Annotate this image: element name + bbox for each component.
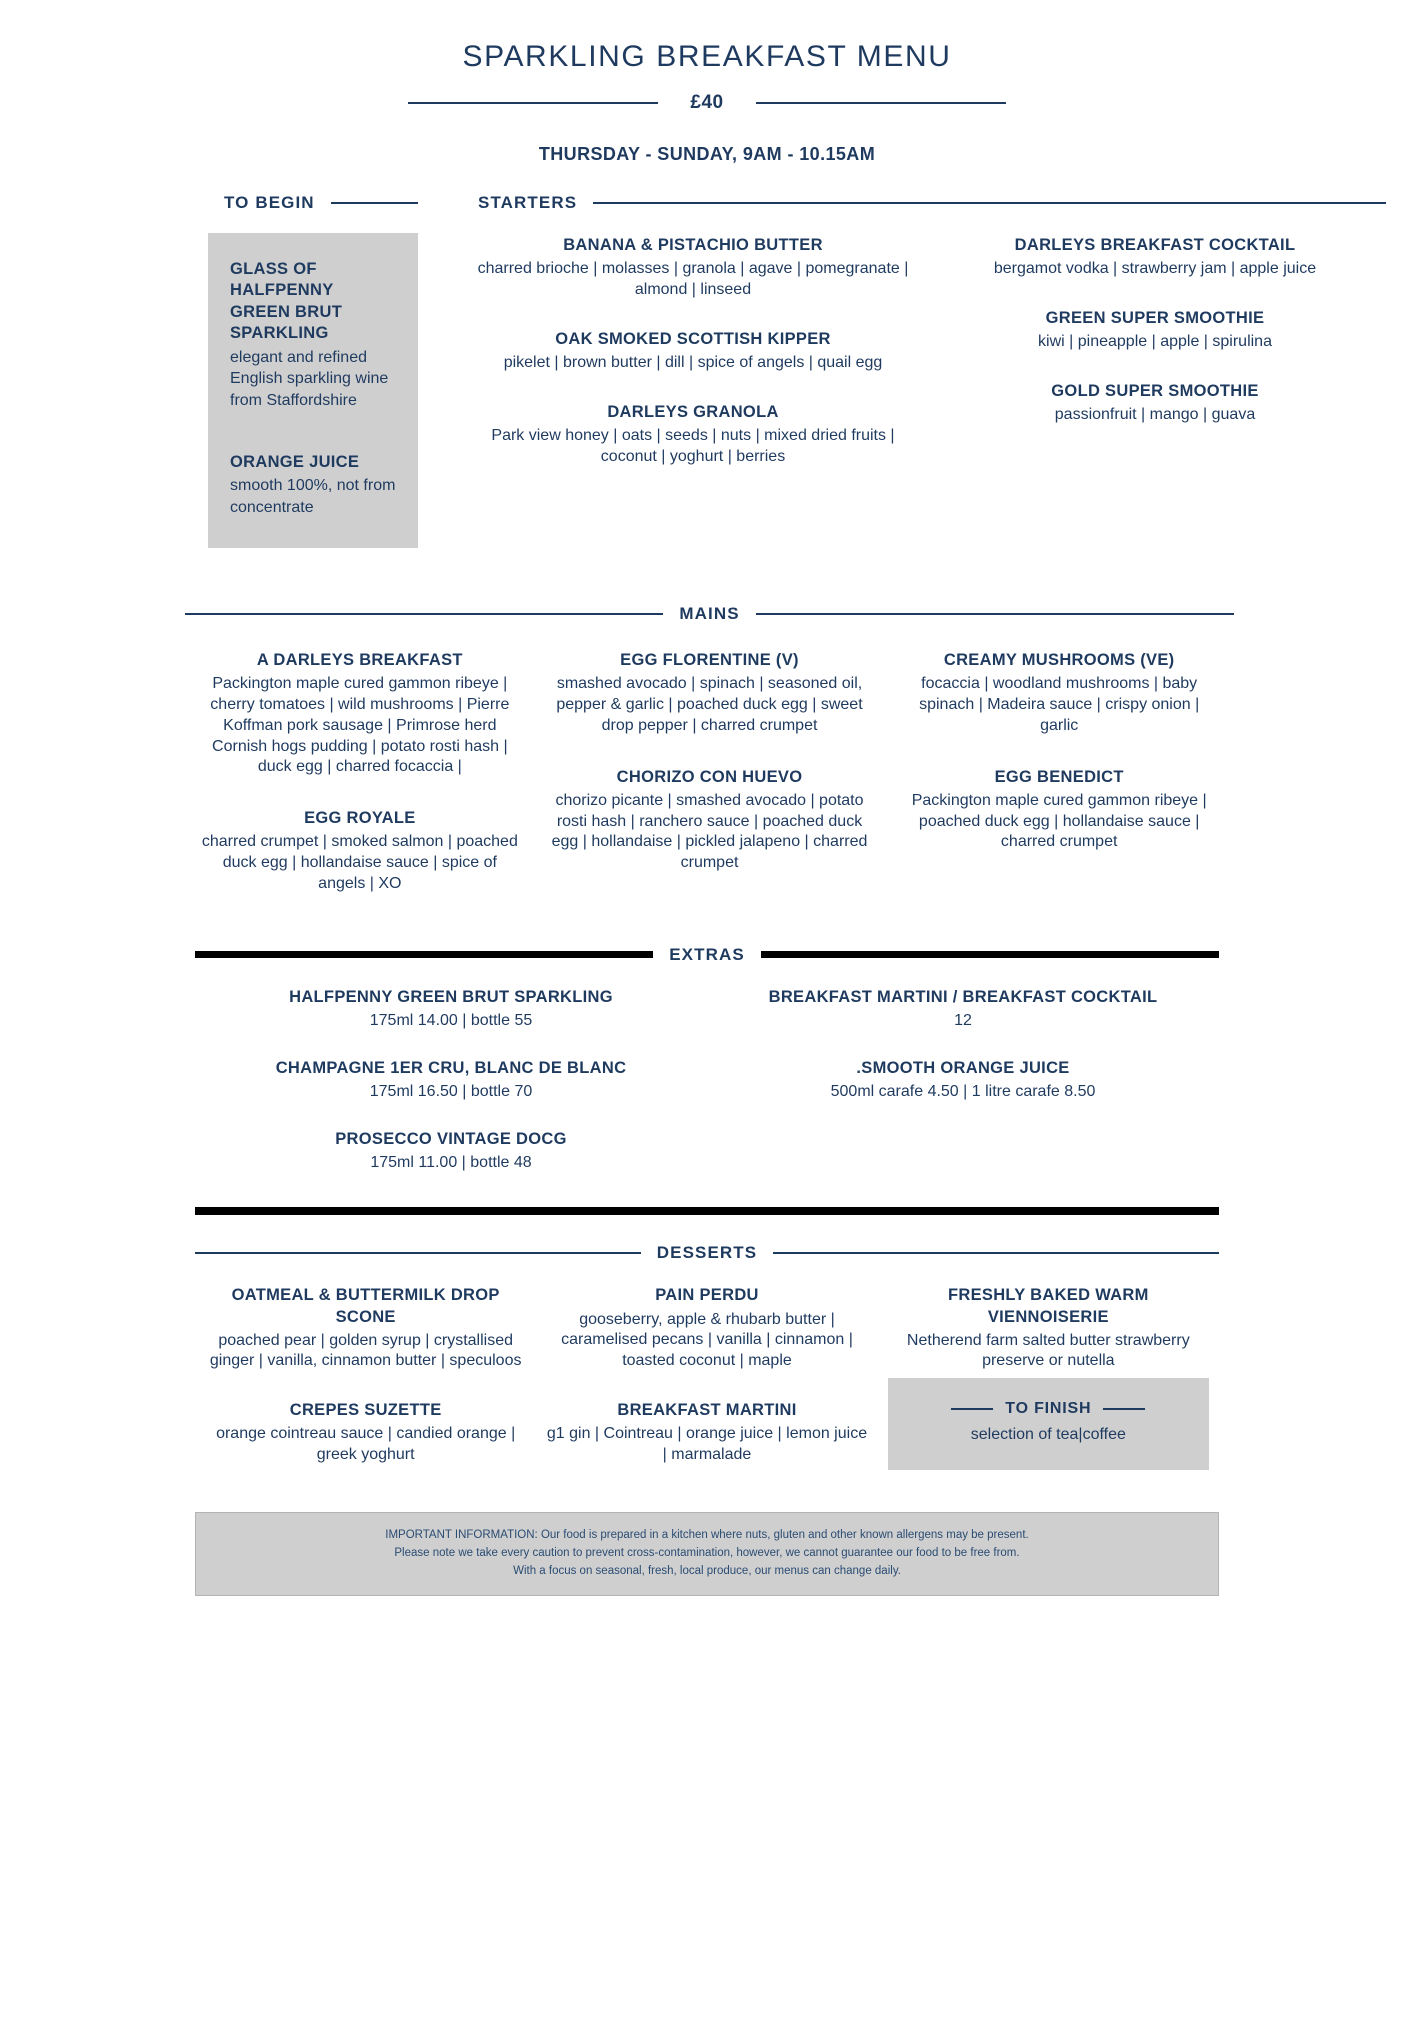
item-title: OAK SMOKED SCOTTISH KIPPER <box>555 329 831 348</box>
list-item <box>474 329 912 374</box>
menu-header <box>0 40 1414 165</box>
starters-heading-label: STARTERS <box>478 193 578 212</box>
list-item <box>474 402 912 468</box>
heading-rule-left <box>195 1252 641 1254</box>
item-title: GREEN SUPER SMOOTHIE <box>1045 308 1265 327</box>
list-item <box>230 452 396 519</box>
item-title: GLASS OF HALFPENNY GREEN BRUT SPARKLING <box>230 260 343 343</box>
item-title: OATMEAL & BUTTERMILK DROP SCONE <box>231 1286 500 1326</box>
mains-column-3 <box>884 650 1234 895</box>
item-title: BREAKFAST MARTINI / BREAKFAST COCKTAIL <box>768 987 1158 1006</box>
list-item <box>546 1400 867 1466</box>
item-description: elegant and refined English sparkling wine from Staffordshire <box>230 348 389 409</box>
item-title: CHORIZO CON HUEVO <box>616 767 803 786</box>
extras-heading-label: EXTRAS <box>669 944 745 964</box>
list-item <box>205 987 697 1032</box>
heading-rule-right <box>761 951 1219 958</box>
menu-page <box>0 40 1414 2040</box>
item-description: poached pear | golden syrup | crystallised ginger | vanilla, cinnamon butter | speculoos <box>209 1331 522 1370</box>
to-finish-heading <box>904 1400 1193 1418</box>
mains-section <box>0 604 1414 895</box>
list-item <box>205 1285 526 1372</box>
item-title: DARLEYS BREAKFAST COCKTAIL <box>1014 236 1296 254</box>
mains-column-1 <box>185 650 535 895</box>
allergen-notice <box>195 1512 1219 1595</box>
starters-column-2 <box>924 235 1386 467</box>
starters-heading <box>462 193 1386 213</box>
item-price: 175ml 11.00 | bottle 48 <box>370 1153 532 1171</box>
item-description: chorizo picante | smashed avocado | potato rosti hash | ranchero sauce | poached duck egg | hollandaise | pickled jalapeno | charred crumpet <box>551 791 868 872</box>
to-finish-description: selection of tea|coffee <box>970 1426 1126 1444</box>
item-title: BREAKFAST MARTINI <box>617 1400 797 1419</box>
to-begin-heading <box>208 193 418 213</box>
item-description: smooth 100%, not from concentrate <box>230 476 396 516</box>
item-description: gooseberry, apple & rhubarb butter | caramelised pecans | vanilla | cinnamon | toasted coconut | maple <box>561 1310 853 1370</box>
extras-heading <box>195 945 1219 965</box>
heading-rule-left <box>195 951 653 958</box>
item-description: Packington maple cured gammon ribeye | poached duck egg | hollandaise sauce | charred crumpet <box>911 791 1207 851</box>
list-item <box>717 1058 1209 1103</box>
extras-section <box>0 945 1414 1174</box>
list-item <box>898 767 1220 854</box>
starters-section <box>418 193 1386 548</box>
divider-left <box>408 102 658 104</box>
list-item <box>230 259 396 412</box>
extras-bottom-divider <box>195 1207 1219 1215</box>
item-price: 175ml 16.50 | bottle 70 <box>369 1082 533 1100</box>
service-hours: THURSDAY - SUNDAY, 9AM - 10.15AM <box>538 144 876 164</box>
list-item <box>717 987 1209 1032</box>
mains-heading-label: MAINS <box>679 604 740 624</box>
list-item <box>549 650 871 737</box>
mains-heading <box>185 604 1234 624</box>
heading-rule <box>331 202 418 204</box>
list-item <box>199 650 521 778</box>
mains-columns <box>185 650 1234 895</box>
item-description: kiwi | pineapple | apple | spirulina <box>1038 333 1272 351</box>
list-item <box>205 1129 697 1174</box>
item-title: DARLEYS GRANOLA <box>607 402 779 421</box>
list-item <box>474 235 912 301</box>
item-title: EGG ROYALE <box>304 809 416 828</box>
item-description: focaccia | woodland mushrooms | baby spinach | Madeira sauce | crispy onion | garlic <box>919 675 1200 734</box>
item-description: passionfruit | mango | guava <box>1054 405 1256 423</box>
extras-column-2 <box>707 987 1219 1174</box>
item-description: bergamot vodka | strawberry jam | apple juice <box>993 260 1317 278</box>
item-price: 500ml carafe 4.50 | 1 litre carafe 8.50 <box>830 1082 1096 1100</box>
item-title: CREAMY MUSHROOMS (VE) <box>943 651 1175 670</box>
item-title: GOLD SUPER SMOOTHIE <box>1051 381 1259 400</box>
to-begin-heading-label: TO BEGIN <box>224 193 315 212</box>
to-finish-heading-label: TO FINISH <box>1005 1400 1092 1418</box>
list-item <box>936 235 1374 280</box>
desserts-heading <box>195 1243 1219 1263</box>
desserts-column-1 <box>195 1285 536 1470</box>
list-item <box>898 650 1220 737</box>
item-description: charred brioche | molasses | granola | agave | pomegranate | almond | linseed <box>477 260 909 298</box>
list-item <box>549 767 871 874</box>
desserts-section <box>0 1243 1414 1470</box>
item-title: CHAMPAGNE 1ER CRU, BLANC DE BLANC <box>275 1058 627 1077</box>
mains-column-2 <box>535 650 885 895</box>
item-price: 175ml 14.00 | bottle 55 <box>369 1011 533 1029</box>
notice-line-3: With a focus on seasonal, fresh, local produce, our menus can change daily. <box>513 1564 901 1577</box>
list-item <box>546 1285 867 1372</box>
list-item <box>205 1058 697 1103</box>
list-item <box>936 308 1374 353</box>
item-title: .SMOOTH ORANGE JUICE <box>856 1058 1070 1077</box>
list-item <box>199 808 521 895</box>
item-title: CREPES SUZETTE <box>289 1401 442 1420</box>
page-title: SPARKLING BREAKFAST MENU <box>462 40 952 73</box>
to-begin-box <box>208 233 418 548</box>
extras-columns <box>195 987 1219 1174</box>
item-description: Netherend farm salted butter strawberry preserve or nutella <box>906 1331 1190 1370</box>
item-title: BANANA & PISTACHIO BUTTER <box>563 236 823 254</box>
to-finish-box <box>888 1378 1209 1470</box>
heading-rule-left <box>185 613 663 615</box>
starters-column-1 <box>462 235 924 467</box>
desserts-column-3 <box>878 1285 1219 1470</box>
heading-rule-left <box>951 1408 993 1410</box>
notice-line-2: Please note we take every caution to prevent cross-contamination, however, we cannot guarantee our food to be free from. <box>394 1547 1020 1560</box>
starters-columns <box>462 235 1386 467</box>
item-description: charred crumpet | smoked salmon | poached duck egg | hollandaise sauce | spice of angels | XO <box>201 833 518 892</box>
to-begin-column <box>28 193 418 548</box>
desserts-column-2 <box>536 1285 877 1470</box>
notice-line-1: IMPORTANT INFORMATION: Our food is prepared in a kitchen where nuts, gluten and other known allergens may be present. <box>385 1529 1029 1542</box>
item-title: EGG FLORENTINE (V) <box>620 651 799 670</box>
item-title: EGG BENEDICT <box>994 767 1124 786</box>
price-row <box>0 92 1414 114</box>
item-description: pikelet | brown butter | dill | spice of angels | quail egg <box>503 353 883 371</box>
item-description: g1 gin | Cointreau | orange juice | lemon juice | marmalade <box>546 1425 868 1463</box>
extras-column-1 <box>195 987 707 1174</box>
menu-price: £40 <box>690 92 724 113</box>
item-description: Packington maple cured gammon ribeye | cherry tomatoes | wild mushrooms | Pierre Koffman pork sausage | Primrose herd Cornish hogs pudding | potato rosti hash | duck egg | charred focaccia | <box>210 675 510 776</box>
item-price: 12 <box>954 1011 972 1029</box>
heading-rule-right <box>773 1252 1219 1254</box>
item-title: A DARLEYS BREAKFAST <box>256 651 463 670</box>
item-title: PROSECCO VINTAGE DOCG <box>335 1129 567 1148</box>
top-block <box>0 193 1414 548</box>
item-description: orange cointreau sauce | candied orange | greek yoghurt <box>216 1425 516 1464</box>
heading-rule-right <box>756 613 1234 615</box>
item-title: FRESHLY BAKED WARM VIENNOISERIE <box>947 1286 1149 1326</box>
item-title: HALFPENNY GREEN BRUT SPARKLING <box>289 987 613 1006</box>
desserts-columns <box>195 1285 1219 1470</box>
item-description: Park view honey | oats | seeds | nuts | mixed dried fruits | coconut | yoghurt | berries <box>491 426 895 465</box>
divider-right <box>756 102 1006 104</box>
item-title: ORANGE JUICE <box>230 452 360 471</box>
list-item <box>888 1285 1209 1372</box>
desserts-heading-label: DESSERTS <box>656 1243 758 1263</box>
list-item <box>205 1400 526 1466</box>
heading-rule-right <box>1103 1408 1145 1410</box>
item-title: PAIN PERDU <box>655 1286 759 1305</box>
list-item <box>936 381 1374 426</box>
item-description: smashed avocado | spinach | seasoned oil, pepper & garlic | poached duck egg | sweet drop pepper | charred crumpet <box>556 675 863 734</box>
heading-rule <box>593 202 1386 204</box>
